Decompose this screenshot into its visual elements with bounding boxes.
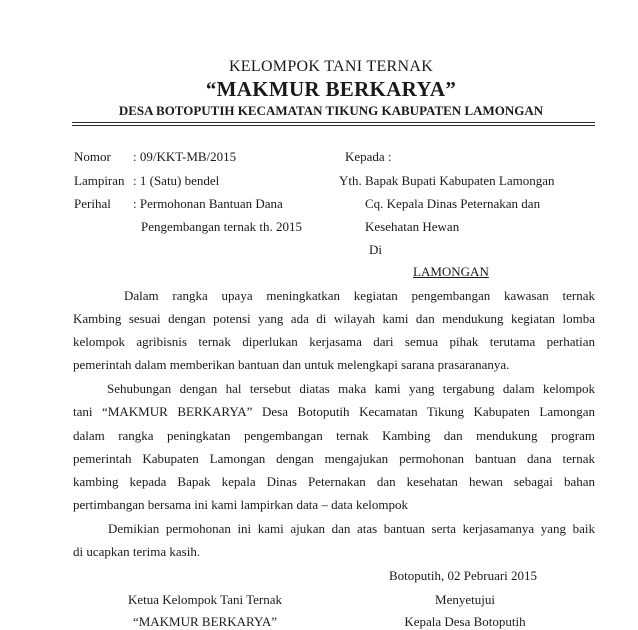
letterhead-name: “MAKMUR BERKARYA” <box>205 77 457 101</box>
nomor-value: : 09/KKT-MB/2015 <box>133 149 237 164</box>
lampiran-value: : 1 (Satu) bendel <box>133 173 220 188</box>
body-p1-line1: Dalam rangka upaya meningkatkan kegiatan pengembangan kawasan ternak <box>124 288 595 303</box>
signature-left-org: “MAKMUR BERKARYA” <box>132 614 278 629</box>
body-p2-line5: kambing kepada Bapak kepala Dinas Peternakan dan kesehatan hewan sebagai bahan <box>73 474 595 489</box>
letterhead-org: KELOMPOK TANI TERNAK <box>228 58 434 75</box>
lampiran-label: Lampiran <box>74 173 125 188</box>
recipient-city: LAMONGAN <box>413 264 489 279</box>
body-p2-line2: tani “MAKMUR BERKARYA” Desa Botoputih Kecamatan Tikung Kabupaten Lamongan <box>73 404 595 419</box>
body-p2-line4: pemerintah Kabupaten Lamongan dengan mengajukan permohonan bantuan dana ternak <box>73 451 595 466</box>
letterhead-rule-thick <box>72 122 595 123</box>
recipient-line2: Cq. Kepala Dinas Peternakan dan <box>365 196 541 211</box>
signature-place-date: Botoputih, 02 Pebruari 2015 <box>389 568 538 583</box>
recipient-line3: Kesehatan Hewan <box>365 219 460 234</box>
letterhead-address: DESA BOTOPUTIH KECAMATAN TIKUNG KABUPATEN LAMONGAN <box>118 103 544 118</box>
signature-left-title: Ketua Kelompok Tani Ternak <box>127 592 283 607</box>
body-p2-line6: pertimbangan bersama ini kami lampirkan data – data kelompok <box>73 497 409 512</box>
body-p1-line3: kelompok agribisnis ternak diperlukan kerjasama dari semua pihak terutama perhatian <box>73 334 595 349</box>
signature-right-title: Kepala Desa Botoputih <box>404 614 526 629</box>
perihal-label: Perihal <box>74 196 111 211</box>
recipient-kepada: Kepada : <box>345 149 392 164</box>
recipient-line1: Yth. Bapak Bupati Kabupaten Lamongan <box>339 173 555 188</box>
body-p3-line1: Demikian permohonan ini kami ajukan dan atas bantuan serta kerjasamanya yang baik <box>108 521 595 536</box>
body-p2-line3: dalam rangka peningkatan pengembangan ternak Kambing dan mendukung program <box>73 428 595 443</box>
body-p3-line2: di ucapkan terima kasih. <box>73 544 201 559</box>
perihal-value-line2: Pengembangan ternak th. 2015 <box>141 219 303 234</box>
signature-right-approve: Menyetujui <box>435 592 495 607</box>
letterhead-rule-thin <box>72 125 595 126</box>
recipient-di: Di <box>369 242 382 257</box>
body-p1-line2: Kambing sesuai dengan potensi yang ada di wilayah kami dan mendukung kegiatan lomba <box>73 311 595 326</box>
perihal-value-line1: : Permohonan Bantuan Dana <box>133 196 283 211</box>
nomor-label: Nomor <box>74 149 111 164</box>
body-p1-line4: pemerintah dalam memberikan bantuan dan untuk melengkapi sarana prasarananya. <box>73 357 510 372</box>
body-p2-line1: Sehubungan dengan hal tersebut diatas maka kami yang tergabung dalam kelompok <box>107 381 595 396</box>
